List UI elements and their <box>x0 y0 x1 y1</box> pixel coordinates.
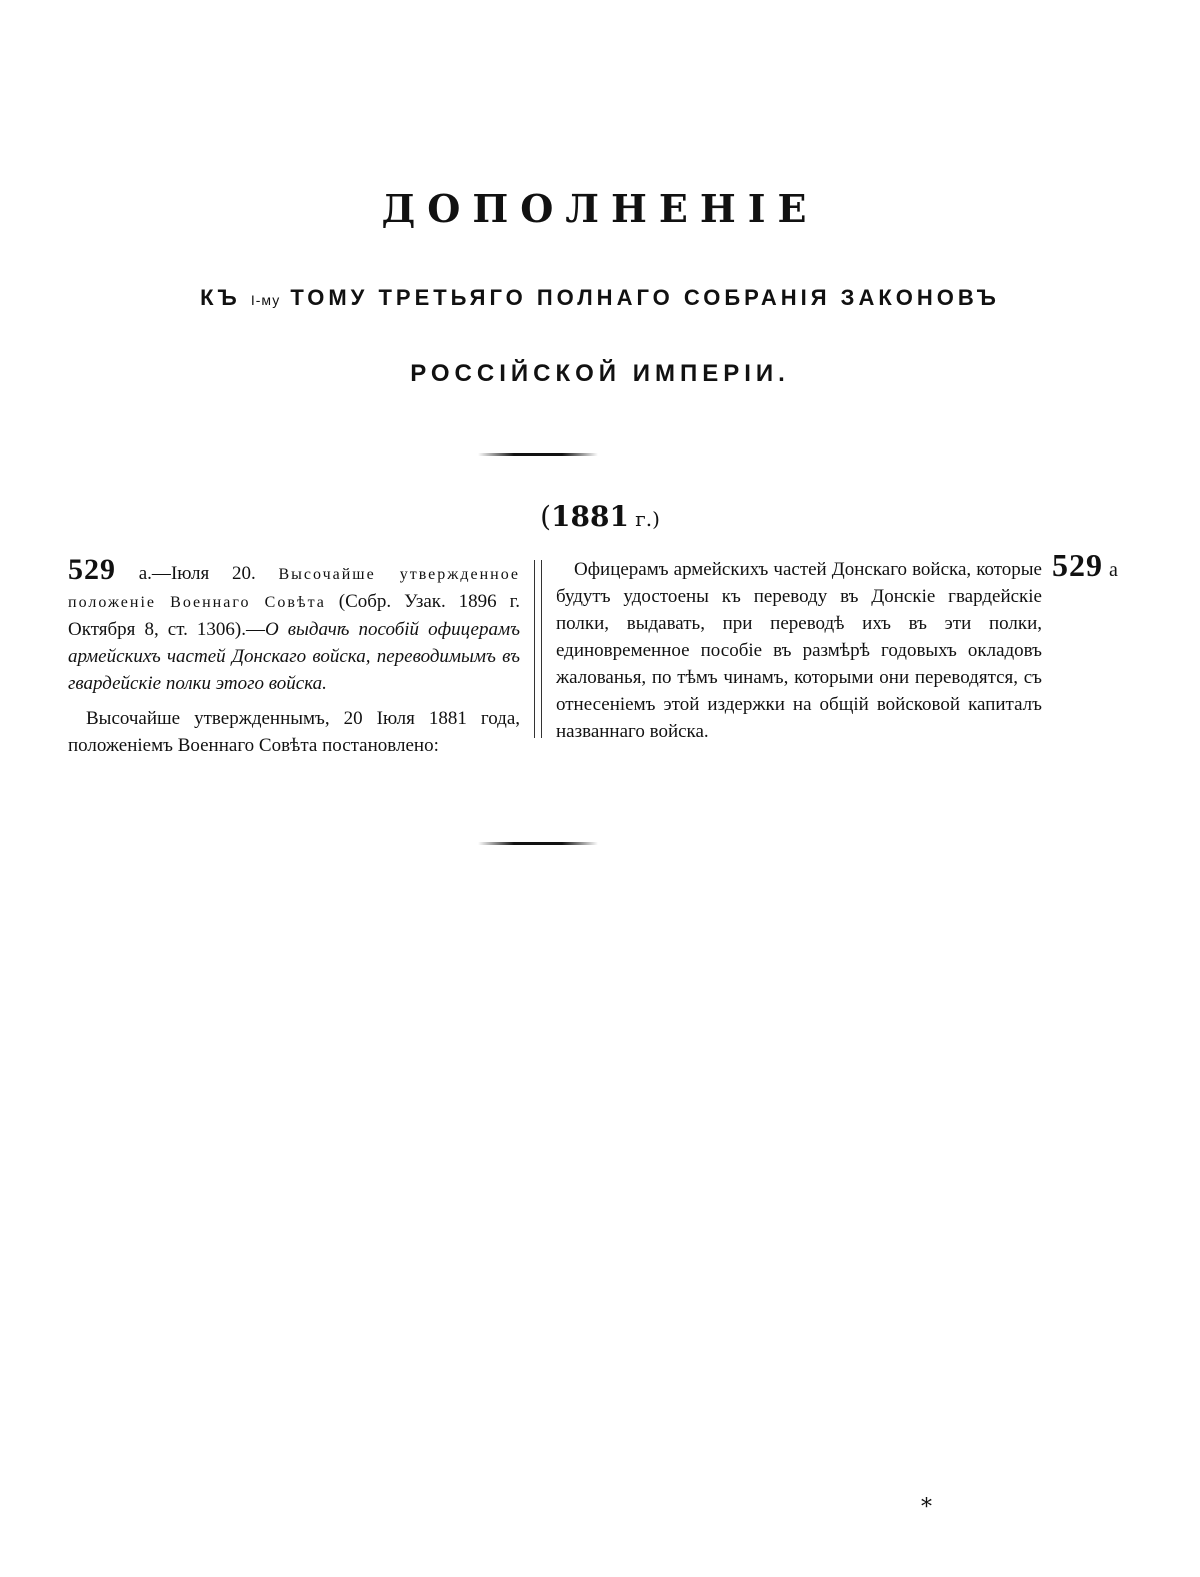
entry-date: Іюля 20. <box>170 563 256 584</box>
top-rule <box>478 453 598 456</box>
subtitle-volume: I-му <box>250 292 281 308</box>
subtitle-prefix: КЪ <box>200 285 241 310</box>
subtitle-line-1 <box>0 287 1200 309</box>
signature-mark: * <box>921 1495 932 1520</box>
entry-summary: О выдачѣ пособій офицерамъ армейскихъ частей Донскаго войска, переводимымъ въ гвардейскіе полки этого войска. <box>68 619 520 694</box>
right-column <box>556 556 1042 745</box>
left-paragraph: Высочайше утвержденнымъ, 20 Іюля 1881 года, положеніемъ Военнаго Совѣта постановлено: <box>68 708 520 756</box>
column-divider <box>534 560 542 738</box>
entry-heading: Высочайше утвержденное положеніе Военнаго Совѣта <box>68 566 521 611</box>
subtitle-rest: ТОМУ ТРЕТЬЯГО ПОЛНАГО СОБРАНІЯ ЗАКОНОВЪ <box>290 285 1000 310</box>
year-number: 1881 <box>551 500 629 533</box>
margin-letter: а <box>1109 559 1118 581</box>
year-open: ( <box>540 500 551 533</box>
entry-number: 529 <box>68 553 116 586</box>
margin-number: 529 <box>1052 547 1103 583</box>
year-heading <box>0 500 1200 533</box>
right-paragraph: Офицерамъ армейскихъ частей Донскаго войска, которые будутъ удостоены къ переводу въ Донскіе гвардейскіе полки, выдавать, при переводѣ ихъ въ эти полки, единовременное пособіе въ размѣрѣ годовыхъ окладовъ жалованья, по тѣмъ чинамъ, которыми они переводятся, съ отнесеніемъ этой издержки на общій войсковой капиталъ названнаго войска. <box>556 559 1042 742</box>
margin-entry-number <box>1052 549 1118 581</box>
entry-header <box>68 553 521 697</box>
page-title: ДОПОЛНЕНІЕ <box>381 186 819 231</box>
entry-letter: а.— <box>116 563 171 584</box>
entry-source: (Собр. Узак. 1896 г. Октября 8, ст. 1306).— <box>68 591 520 640</box>
year-suffix: г.) <box>628 507 660 531</box>
bottom-rule <box>478 842 598 845</box>
subtitle-line-2: РОССІЙСКОЙ ИМПЕРІИ. <box>410 360 790 387</box>
left-column <box>68 553 521 759</box>
